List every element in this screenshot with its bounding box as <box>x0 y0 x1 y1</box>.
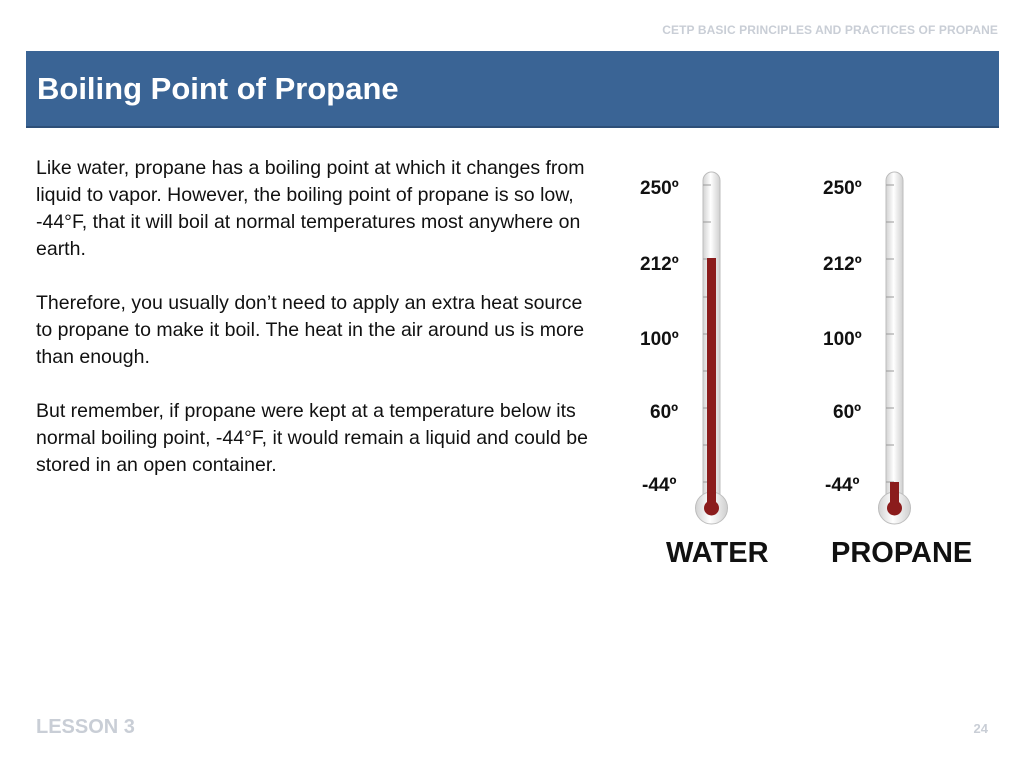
paragraph-2: Therefore, you usually don’t need to apply an extra heat source to propane to make it boil. The heat in the air around us is more than enough. <box>36 292 585 368</box>
page-number: 24 <box>973 721 988 736</box>
lesson-label: LESSON 3 <box>36 716 135 738</box>
title-bar <box>26 51 999 128</box>
propane-label-250: 250º <box>823 178 862 199</box>
water-label-212: 212º <box>640 254 679 275</box>
propane-thermometer <box>823 172 972 569</box>
water-caption: WATER <box>666 537 769 569</box>
water-thermometer <box>640 172 769 569</box>
body-text <box>36 155 588 506</box>
thermometer-figure <box>600 160 1000 580</box>
propane-bulb-fluid <box>887 501 902 516</box>
propane-label-212: 212º <box>823 254 862 275</box>
course-label: CETP BASIC PRINCIPLES AND PRACTICES OF PROPANE <box>662 23 998 37</box>
propane-caption: PROPANE <box>831 537 973 569</box>
water-label-minus44: -44º <box>642 475 677 496</box>
paragraph-1: Like water, propane has a boiling point at which it changes from liquid to vapor. However, the boiling point of propane is so low, -44°F, that it will boil at normal temperatures most anywhere on earth. <box>36 157 585 260</box>
water-label-250: 250º <box>640 178 679 199</box>
water-fluid-column <box>707 258 716 508</box>
thermometer-graphic <box>600 160 1000 580</box>
propane-label-60: 60º <box>833 402 862 423</box>
propane-label-100: 100º <box>823 329 862 350</box>
water-label-100: 100º <box>640 329 679 350</box>
paragraph-3: But remember, if propane were kept at a temperature below its normal boiling point, -44°F, it would remain a liquid and could be stored in an open container. <box>36 400 588 476</box>
page-title: Boiling Point of Propane <box>37 71 399 106</box>
water-bulb-fluid <box>704 501 719 516</box>
water-label-60: 60º <box>650 402 679 423</box>
propane-label-minus44: -44º <box>825 475 860 496</box>
